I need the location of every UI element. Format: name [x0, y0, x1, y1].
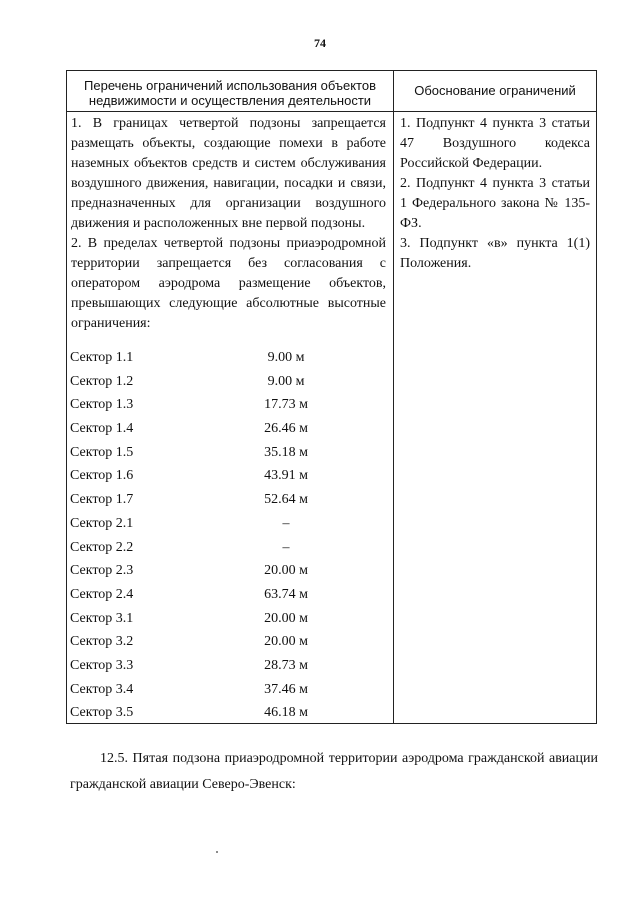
sector-name: Сектор 3.2: [70, 634, 134, 650]
justification-paragraph-1: 1. Подпункт 4 пункта 3 статьи 47 Воздушного кодекса Российской Федерации.: [400, 116, 590, 171]
sector-row: [69, 488, 389, 512]
sector-name: Сектор 1.7: [70, 492, 134, 508]
sector-name: Сектор 3.3: [70, 657, 134, 673]
header-restrictions-list: Перечень ограничений использования объектов недвижимости и осуществления деятельности: [84, 78, 376, 108]
section-12-5-paragraph: [70, 746, 598, 798]
sector-row: [69, 701, 389, 725]
sector-name: Сектор 2.3: [70, 563, 134, 579]
restriction-paragraph-1: 1. В границах четвертой подзоны запрещается размещать объекты, создающие помехи в работе наземных объектов средств и систем обслуживания воздушного движения, навигации, посадки и связи, предназначенных для организации воздушного движения и расположенных вне первой подзоны.: [71, 116, 386, 231]
sector-height-value: –: [282, 515, 290, 531]
sector-name: Сектор 1.6: [70, 468, 134, 484]
sector-height-value: 20.00 м: [264, 563, 308, 579]
sector-height-value: 20.00 м: [264, 634, 308, 650]
sector-height-value: 37.46 м: [264, 681, 308, 697]
justification-cell: [400, 114, 590, 274]
header-justification: Обоснование ограничений: [414, 83, 576, 98]
sector-name: Сектор 1.2: [70, 373, 134, 389]
sector-name: Сектор 2.4: [70, 586, 134, 602]
sector-row: [69, 678, 389, 702]
sector-row: [69, 536, 389, 560]
sector-height-value: 20.00 м: [264, 610, 308, 626]
restrictions-cell: [71, 114, 386, 334]
sector-row: [69, 607, 389, 631]
sector-name: Сектор 1.3: [70, 397, 134, 413]
sector-name: Сектор 1.4: [70, 421, 134, 437]
sector-row: [69, 346, 389, 370]
sector-height-value: –: [282, 539, 290, 555]
column-divider: [393, 71, 394, 723]
justification-paragraph-3: 3. Подпункт «в» пункта 1(1) Положения.: [400, 236, 590, 271]
section-12-5-text: 12.5. Пятая подзона приаэродромной территории аэродрома гражданской авиации гражданской авиации Северо-Эвенск:: [70, 751, 598, 792]
sector-row: [69, 654, 389, 678]
sector-row: [69, 559, 389, 583]
scan-speck: [216, 851, 218, 853]
restrictions-table: [66, 70, 597, 724]
sector-height-value: 52.64 м: [264, 492, 308, 508]
sector-height-value: 17.73 м: [264, 397, 308, 413]
sector-row: [69, 417, 389, 441]
sector-name: Сектор 3.1: [70, 610, 134, 626]
sector-height-value: 26.46 м: [264, 421, 308, 437]
sector-row: [69, 370, 389, 394]
sector-name: Сектор 3.5: [70, 705, 134, 721]
sector-name: Сектор 3.4: [70, 681, 134, 697]
page-number: 74: [314, 36, 326, 50]
sector-row: [69, 512, 389, 536]
sector-row: [69, 464, 389, 488]
sector-name: Сектор 1.1: [70, 350, 134, 365]
sector-height-value: 43.91 м: [264, 468, 308, 484]
sector-row: [69, 583, 389, 607]
restriction-paragraph-2: 2. В пределах четвертой подзоны приаэродромной территории запрещается без согласования с оператором аэродрома размещение объектов, превышающих следующие абсолютные высотные ограничения:: [71, 236, 386, 331]
sector-row: [69, 441, 389, 465]
sector-height-value: 63.74 м: [264, 586, 308, 602]
sector-row: [69, 393, 389, 417]
sector-height-value: 28.73 м: [264, 657, 308, 673]
sector-height-value: 35.18 м: [264, 444, 308, 460]
sector-height-value: 9.00 м: [267, 373, 305, 389]
sector-height-value: 46.18 м: [264, 705, 308, 721]
sector-name: Сектор 1.5: [70, 444, 134, 460]
sector-height-list: [69, 346, 389, 725]
sector-name: Сектор 2.1: [70, 515, 134, 531]
sector-height-value: 9.00 м: [267, 350, 305, 365]
sector-row: [69, 630, 389, 654]
justification-paragraph-2: 2. Подпункт 4 пункта 3 статьи 1 Федерального закона № 135-ФЗ.: [400, 176, 590, 231]
table-header-row: [67, 71, 596, 112]
sector-name: Сектор 2.2: [70, 539, 134, 555]
